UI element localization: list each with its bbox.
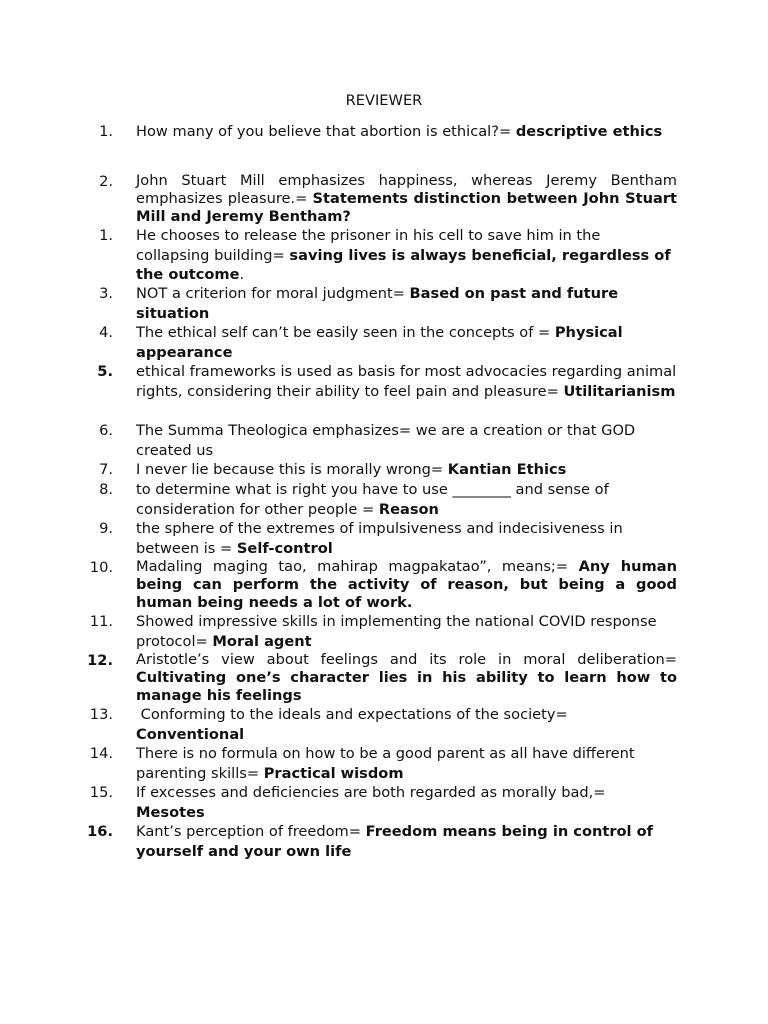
- item-number: 10.: [89, 559, 113, 576]
- item-text: [136, 519, 677, 558]
- question-text: Conforming to the ideals and expectations of the society=: [136, 706, 573, 723]
- item-number: 2.: [99, 173, 113, 190]
- item-number: 12.: [87, 652, 113, 669]
- item-text: [136, 744, 677, 783]
- answer-tail: .: [239, 266, 245, 283]
- question-text: If excesses and deficiencies are both regarded as morally bad,=: [136, 784, 606, 801]
- item-number: 11.: [89, 613, 113, 630]
- question-text: Showed impressive skills in implementing the national COVID response protocol=: [136, 613, 657, 650]
- item-number: 16.: [87, 823, 113, 840]
- answer-text: Freedom means being in control of yourself and your own life: [136, 823, 654, 860]
- answer-text: Kantian Ethics: [447, 461, 567, 478]
- answer-text: Cultivating one’s character lies in his ability to learn how to manage his feelings: [136, 669, 677, 704]
- item-text: [136, 705, 677, 744]
- question-text: The Summa Theologica emphasizes= we are a creation or that GOD created us: [136, 422, 636, 459]
- question-text: Aristotle’s view about feelings and its role in moral deliberation=: [136, 651, 677, 668]
- answer-text: saving lives is always beneficial, regardless of the outcome: [136, 246, 671, 283]
- item-text: [136, 651, 677, 705]
- item-number: 7.: [99, 461, 113, 478]
- item-number: 1.: [99, 123, 113, 140]
- item-text: [136, 323, 677, 362]
- question-text: to determine what is right you have to use ________ and sense of consideration for other people =: [136, 481, 609, 518]
- item-number: 3.: [99, 285, 113, 302]
- answer-text: Statements distinction between John Stuart Mill and Jeremy Bentham?: [136, 190, 677, 225]
- item-text: [136, 822, 677, 861]
- item-number: 15.: [89, 784, 113, 801]
- item-number: 6.: [99, 422, 113, 439]
- question-text: ethical frameworks is used as basis for most advocacies regarding animal rights, considering their ability to feel pain and pleasure=: [136, 363, 677, 400]
- answer-text: Conventional: [136, 725, 245, 743]
- question-text: He chooses to release the prisoner in his cell to save him in the collapsing building=: [136, 227, 601, 264]
- answer-text: descriptive ethics: [515, 123, 663, 140]
- answer-text: Moral agent: [212, 632, 312, 650]
- item-number: 5.: [97, 363, 113, 380]
- answer-text: Physical appearance: [136, 324, 623, 361]
- question-text: NOT a criterion for moral judgment=: [136, 285, 410, 302]
- answer-text: Based on past and future situation: [136, 285, 619, 322]
- item-number: 13.: [89, 706, 113, 723]
- question-text: How many of you believe that abortion is ethical?=: [136, 123, 516, 140]
- item-text: [136, 460, 677, 480]
- answer-text: Self-control: [236, 539, 333, 557]
- answer-text: Utilitarianism: [563, 382, 676, 400]
- item-number: 1.: [99, 227, 113, 244]
- item-text: [136, 480, 677, 519]
- item-number: 8.: [99, 481, 113, 498]
- question-text: There is no formula on how to be a good parent as all have different parenting skills=: [136, 745, 635, 782]
- item-text: [136, 284, 677, 323]
- item-text: [136, 122, 677, 142]
- item-number: 4.: [99, 324, 113, 341]
- answer-text: Reason: [378, 500, 439, 518]
- page-title: REVIEWER: [345, 92, 423, 109]
- item-text: [136, 558, 677, 612]
- item-text: [136, 783, 677, 822]
- answer-text: Any human being can perform the activity of reason, but being a good human being needs a lot of work.: [136, 558, 677, 611]
- item-text: [136, 172, 677, 226]
- item-text: [136, 421, 677, 460]
- question-text: I never lie because this is morally wrong=: [136, 461, 448, 478]
- item-text: [136, 362, 677, 401]
- item-text: [136, 612, 677, 651]
- question-text: Kant’s perception of freedom=: [136, 823, 366, 840]
- item-number: 14.: [89, 745, 113, 762]
- item-text: [136, 226, 677, 285]
- question-text: The ethical self can’t be easily seen in the concepts of =: [136, 324, 555, 341]
- question-text: the sphere of the extremes of impulsiveness and indecisiveness in between is =: [136, 520, 623, 557]
- item-number: 9.: [99, 520, 113, 537]
- question-text: John Stuart Mill emphasizes happiness, whereas Jeremy Bentham emphasizes pleasure.=: [136, 172, 677, 207]
- answer-text: Mesotes: [136, 803, 205, 821]
- answer-text: Practical wisdom: [263, 764, 404, 782]
- question-text: Madaling maging tao, mahirap magpakatao”, means;=: [136, 558, 579, 575]
